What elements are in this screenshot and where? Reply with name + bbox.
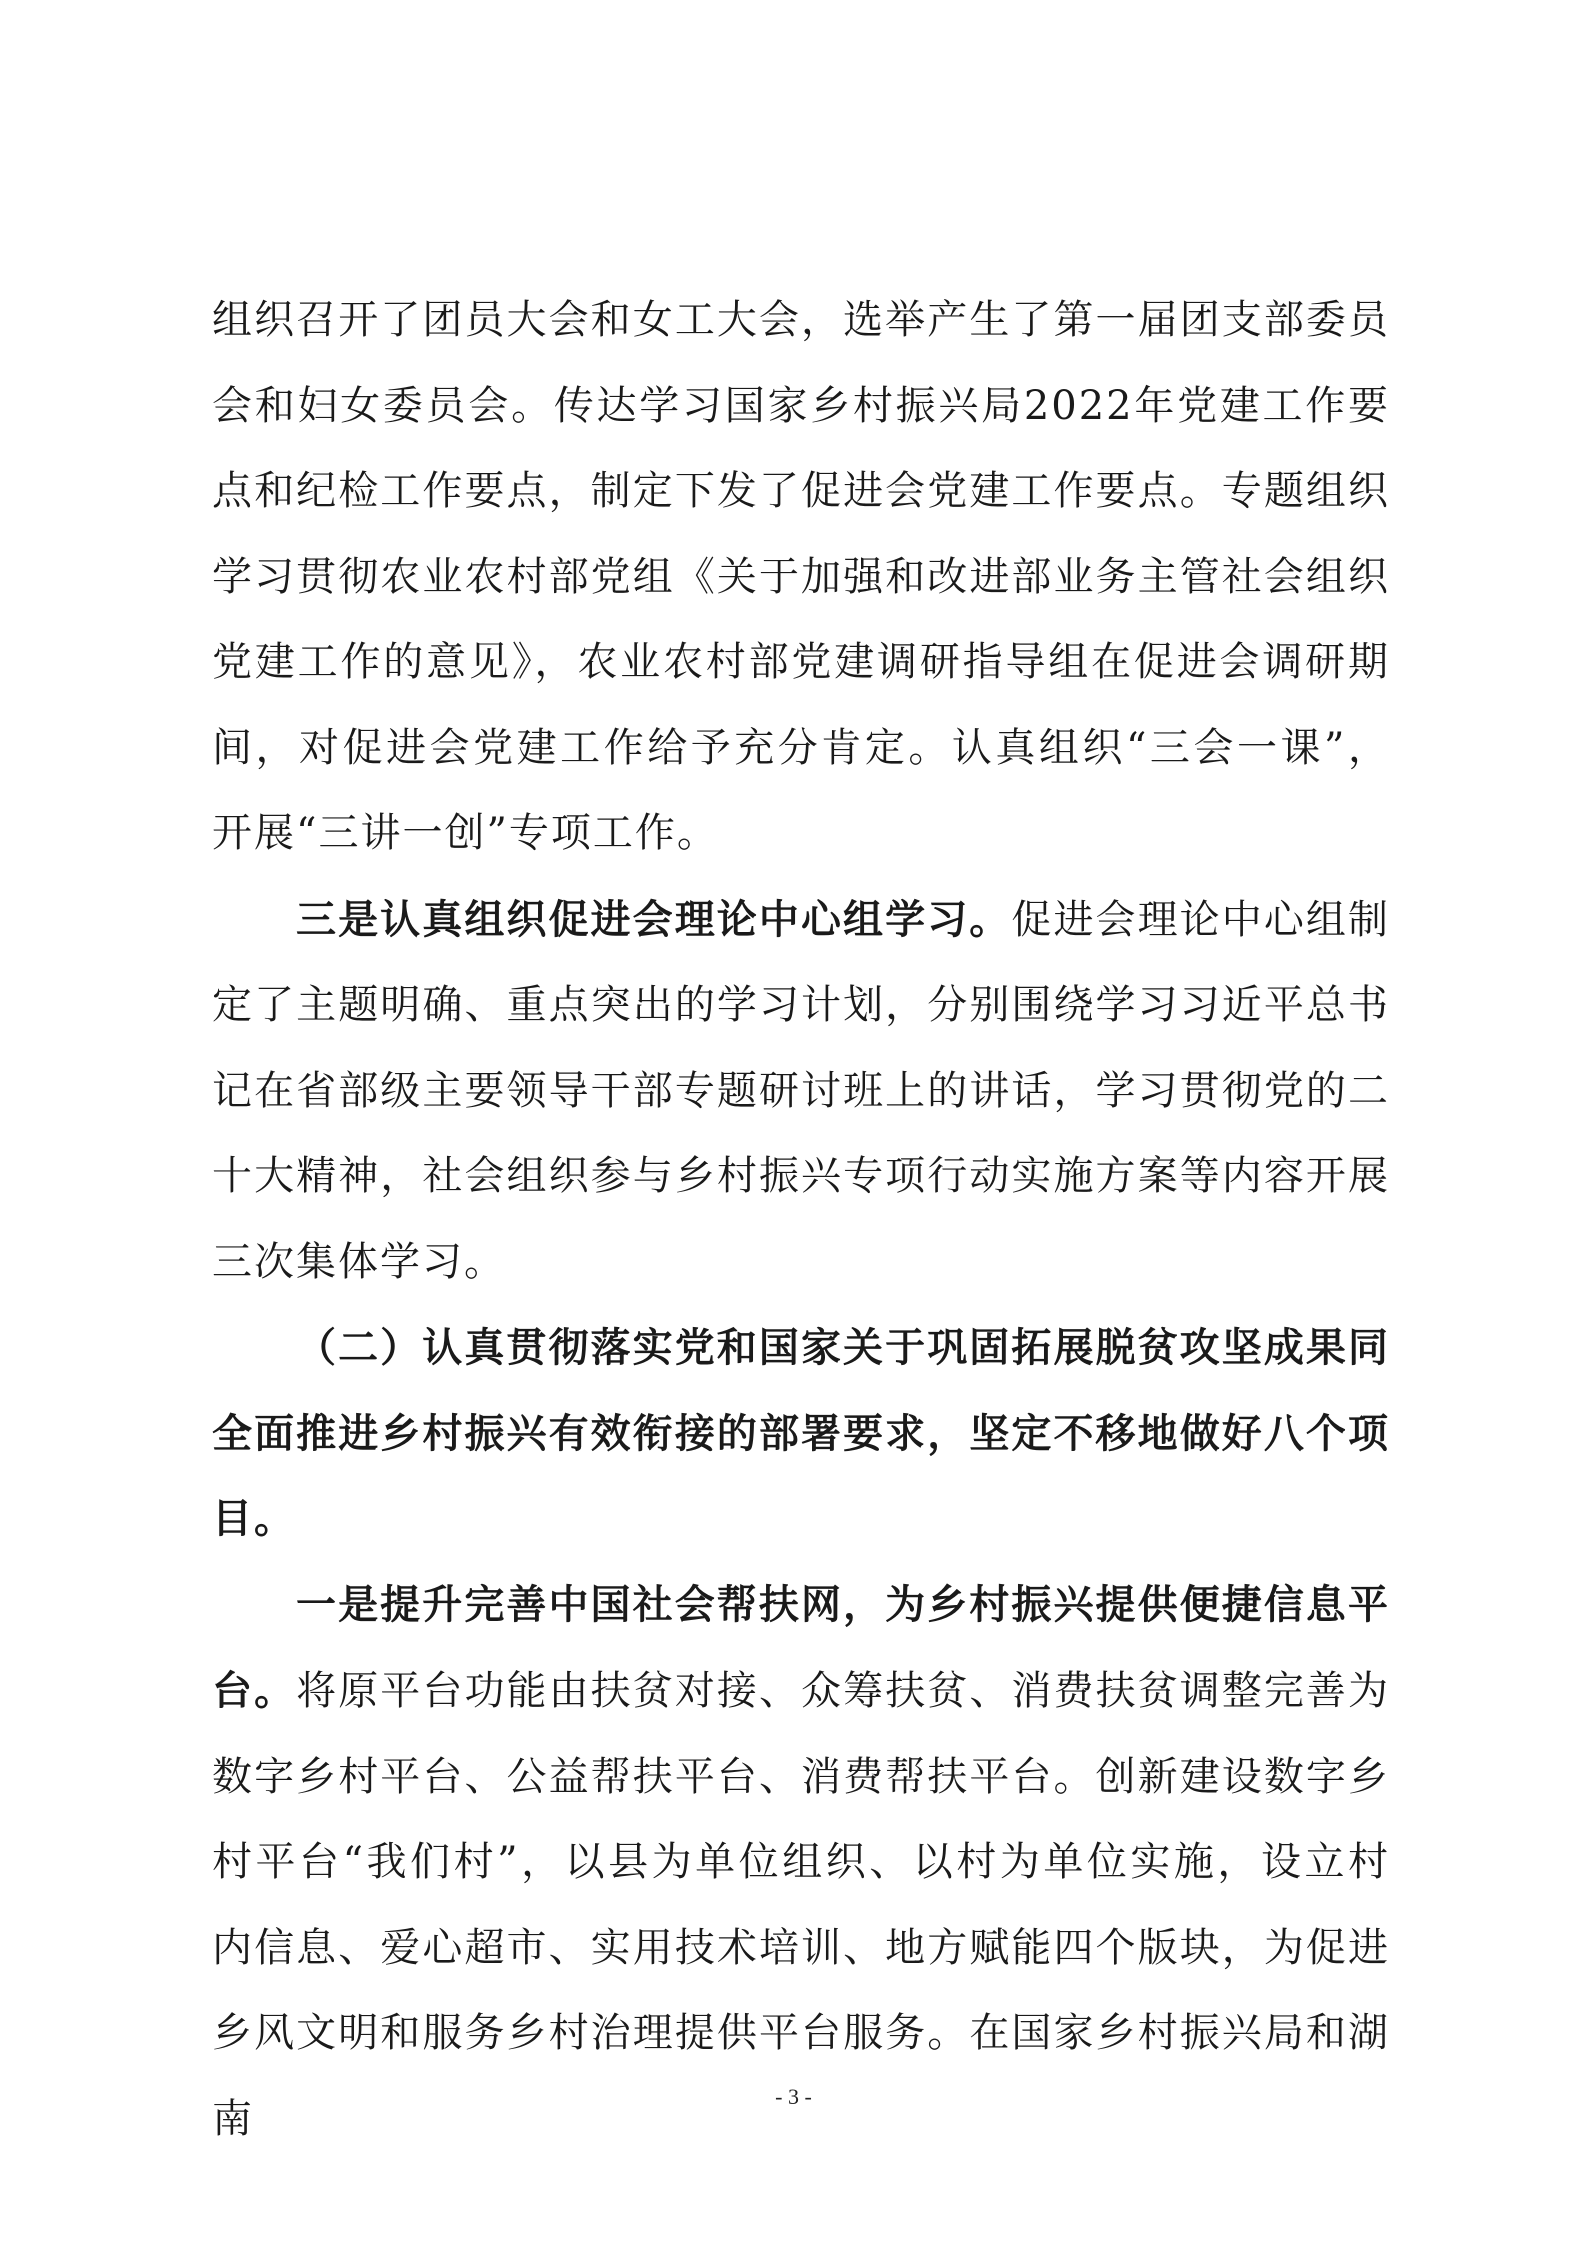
paragraph-theory-study [212, 877, 1390, 1306]
section-heading-two [212, 1305, 1390, 1562]
paragraph-text: 促进会理论中心组制定了主题明确、重点突出的学习计划，分别围绕学习习近平总书记在省部级主要领导干部专题研讨班上的讲话，学习贯彻党的二十大精神，社会组织参与乡村振兴专项行动实施方案等内容开展三次集体学习。 [212, 896, 1390, 1285]
paragraph-text: 组织召开了团员大会和女工大会，选举产生了第一届团支部委员会和妇女委员会。传达学习国家乡村振兴局2022年党建工作要点和纪检工作要点，制定下发了促进会党建工作要点。专题组织学习贯彻农业农村部党组《关于加强和改进部业务主管社会组织党建工作的意见》，农业农村部党建调研指导组在促进会调研期间，对促进会党建工作给予充分肯定。认真组织“三会一课”，开展“三讲一创”专项工作。 [212, 297, 1390, 856]
section-heading-text: （二）认真贯彻落实党和国家关于巩固拓展脱贫攻坚成果同全面推进乡村振兴有效衔接的部署要求，坚定不移地做好八个项目。 [212, 1324, 1390, 1542]
page-number: - 3 - [775, 2084, 812, 2109]
paragraph-lead-heading: 一是提升完善中国社会帮扶网，为乡村振兴提供便捷信息平台。 [212, 1580, 1390, 1714]
paragraph-social-assistance-network [212, 1562, 1390, 2163]
paragraph-party-building-continued [212, 278, 1390, 877]
paragraph-text: 将原平台功能由扶贫对接、众筹扶贫、消费扶贫调整完善为数字乡村平台、公益帮扶平台、消费帮扶平台。创新建设数字乡村平台“我们村”，以县为单位组织、以村为单位实施，设立村内信息、爱心超市、实用技术培训、地方赋能四个版块，为促进乡风文明和服务乡村治理提供平台服务。在国家乡村振兴局和湖南 [212, 1668, 1391, 2142]
paragraph-lead-heading: 三是认真组织促进会理论中心组学习。 [296, 895, 1012, 943]
document-body [212, 278, 1390, 2162]
